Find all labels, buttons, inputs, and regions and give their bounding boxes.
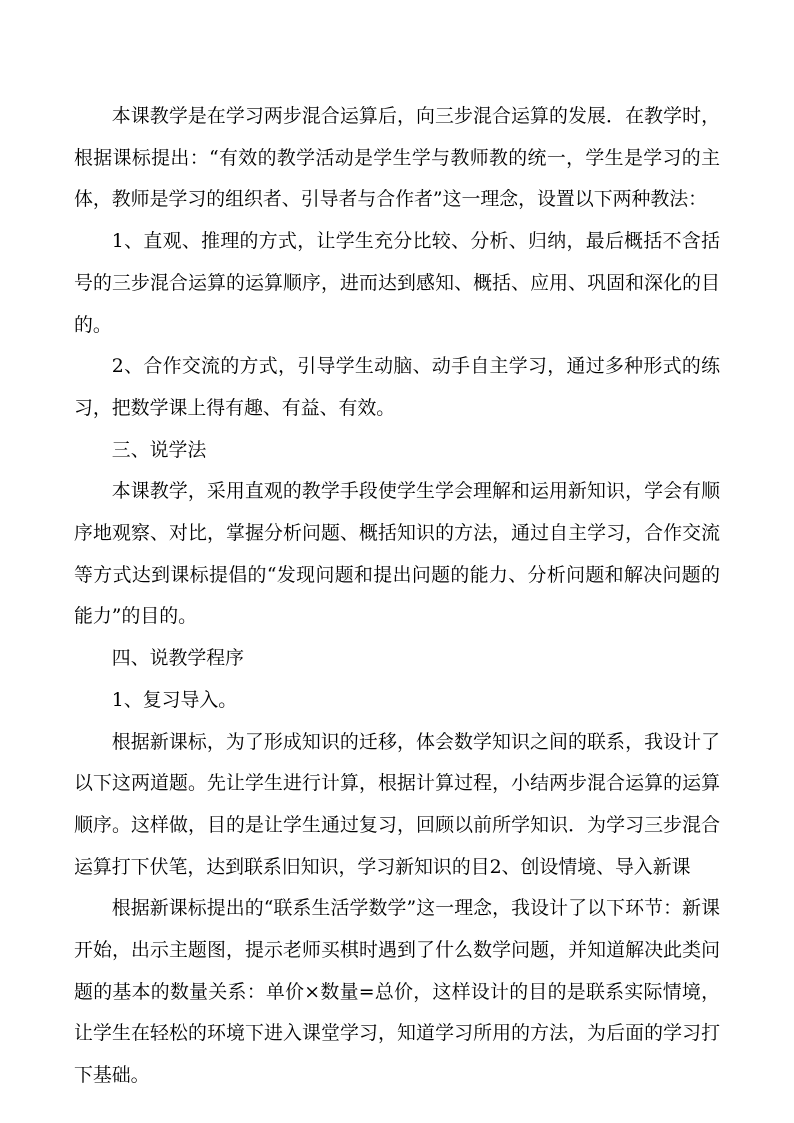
section-heading-teaching-procedure: 四、说教学程序 (111, 647, 245, 670)
subheading-review-intro: 1、复习导入。 (111, 688, 238, 711)
document-page (74, 96, 720, 1097)
paragraph-method-1: 1、直观、推理的方式，让学生充分比较、分析、归纳，最后概括不含括号的三步混合运算的运算顺序，进而达到感知、概括、应用、巩固和深化的目的。 (74, 230, 720, 336)
paragraph-method-2: 2、合作交流的方式，引导学生动脑、动手自主学习，通过多种形式的练习，把数学课上得有趣、有益、有效。 (74, 355, 720, 419)
paragraph-learning-method: 本课教学，采用直观的教学手段使学生学会理解和运用新知识，学会有顺序地观察、对比，掌握分析问题、概括知识的方法，通过自主学习，合作交流等方式达到课标提倡的“发现问题和提出问题的能力、分析问题和解决问题的能力”的目的。 (74, 480, 720, 628)
paragraph-review: 根据新课标，为了形成知识的迁移，体会数学知识之间的联系，我设计了以下这两道题。先让学生进行计算，根据计算过程，小结两步混合运算的运算顺序。这样做，目的是让学生通过复习，回顾以前所学知识．为学习三步混合运算打下伏笔，达到联系旧知识，学习新知识的目2、创设情境、导入新课 (74, 730, 720, 878)
section-heading-learning-method: 三、说学法 (111, 438, 207, 461)
paragraph-teaching-intro: 本课教学是在学习两步混合运算后，向三步混合运算的发展．在教学时，根据课标提出：“有效的教学活动是学生学与教师教的统一，学生是学习的主体，教师是学习的组织者、引导者与合作者”这一理念，设置以下两种教法： (74, 105, 720, 211)
paragraph-scenario: 根据新课标提出的“联系生活学数学”这一理念，我设计了以下环节：新课开始，出示主题图，提示老师买棋时遇到了什么数学问题，并知道解决此类问题的基本的数量关系：单价×数量=总价，这样设计的目的是联系实际情境，让学生在轻松的环境下进入课堂学习，知道学习所用的方法，为后面的学习打下基础。 (74, 897, 720, 1087)
